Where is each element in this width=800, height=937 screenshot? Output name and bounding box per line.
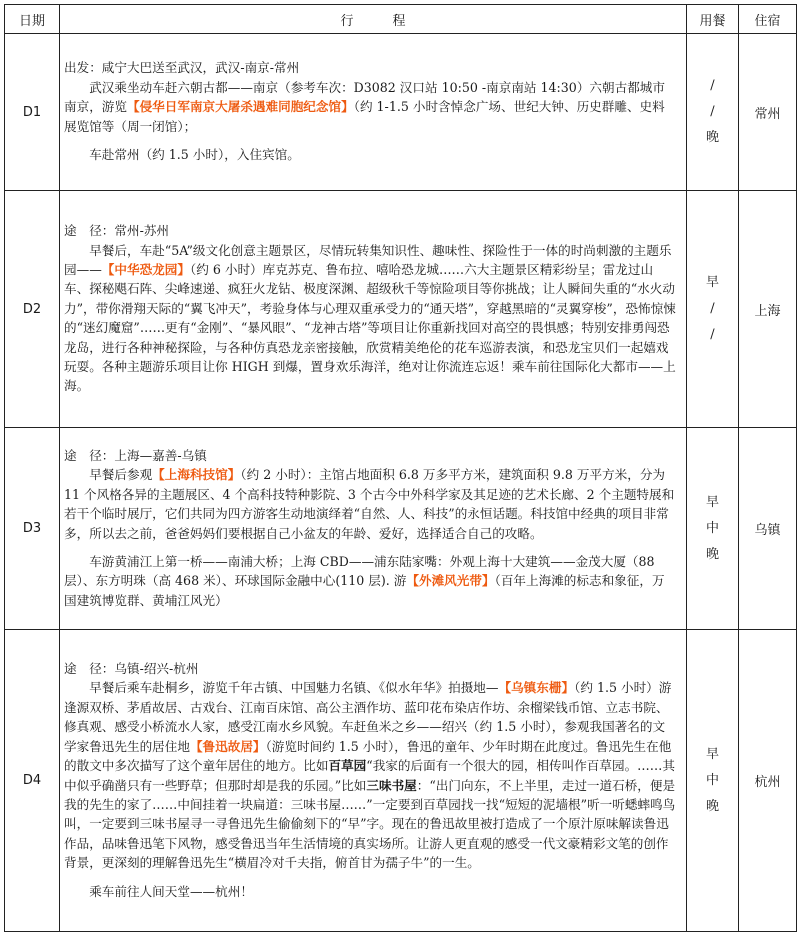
day-label: D4 [5, 630, 60, 932]
day-lodging: 乌镇 [739, 428, 797, 630]
text-run: 途 径：乌镇-绍兴-杭州 [64, 661, 199, 677]
program-paragraph [64, 145, 676, 164]
day-row [5, 34, 797, 191]
meal-mark: / [710, 301, 715, 316]
meal-mark: 早 [705, 275, 719, 290]
bold-term: 百草园 [328, 758, 367, 774]
text-run: 早餐后，车赴“5A”级文化创意主题景区，尽情玩转集知识性、趣味性、探险性于一体的时尚刺激的主题乐园—— [64, 242, 672, 277]
text-run: 早餐后乘车赴桐乡，游览千年古镇、中国魅力名镇、《似水年华》拍摄地— [89, 680, 499, 696]
program-paragraph [64, 241, 676, 396]
meal-mark: 早 [705, 746, 719, 762]
meal-mark: 中 [705, 772, 719, 788]
attraction-highlight: 【上海科技馆】 [152, 467, 241, 483]
text-run: “我家的后面有一个很大的园，相传叫作百草园。……其中似乎确凿只有一些野草；但那时却是我的乐园。”比如 [64, 758, 675, 793]
meal-mark: 晚 [705, 798, 719, 814]
program-paragraph [64, 882, 676, 901]
itinerary-table [4, 4, 797, 932]
text-run: ：“出门向东，不上半里，走过一道石桥，便是我的先生的家了……中间挂着一块扁道：三味书屋……”一定要到百草园找一找“短短的泥墙根”听一听蟋蟀鸣鸟叫，一定要到三味书屋寻一寻鲁迅先生偷偷刻下的“早”字。现在的鲁迅故里被打造成了一个原汁原味解读鲁迅作品，品味鲁迅笔下风物，感受鲁迅当年生活情境的真实场所。让游人更直观的感受一代文豪精彩文笔的创作背景，更深刻的理解鲁迅先生“横眉冷对千夫指，俯首甘为孺子牛”的一生。 [64, 777, 676, 871]
text-run: 途 径：上海—嘉善-乌镇 [64, 447, 207, 463]
text-run: （约 1.5 小时）游逢源双桥、茅盾故居、古戏台、江南百床馆、高公主酒作坊、蓝印花布染店作坊、余榴梁钱币馆、立志书院、修真观、感受小桥流水人家，感受江南水乡风貌。车赶鱼米之乡——绍兴（约 1.5 小时），参观我国著名的文学家鲁迅先生的居住地 [64, 680, 672, 754]
attraction-highlight: 【乌镇东栅】 [498, 680, 575, 696]
text-run: 出发：咸宁大巴送至武汉，武汉-南京-常州 [64, 60, 300, 76]
text-run: （百年上海滩的标志和象征，万国建筑博览群、黄埔江风光） [64, 573, 665, 608]
day-label: D1 [5, 34, 60, 191]
day-program [60, 191, 687, 428]
meal-mark: 晚 [705, 546, 719, 562]
day-meals [687, 191, 739, 428]
text-run: 车赴常州（约 1.5 小时），入住宾馆。 [89, 147, 300, 163]
text-run: 途 径：常州-苏州 [64, 223, 170, 239]
day-lodging: 杭州 [739, 630, 797, 932]
route-line [64, 446, 676, 465]
day-lodging: 上海 [739, 191, 797, 428]
day-meals [687, 428, 739, 630]
text-run: （游览时间约 1.5 小时），鲁迅的童年、少年时期在此度过。鲁迅先生在他的散文中多次描写了这个童年居住的地方。比如 [64, 738, 672, 774]
day-row [5, 630, 797, 932]
route-line [64, 58, 676, 77]
text-run: 早餐后参观 [89, 467, 153, 483]
day-label: D2 [5, 191, 60, 428]
bold-term: 三味书屋 [366, 777, 417, 793]
day-row [5, 428, 797, 630]
text-run: （约 2 小时）：主馆占地面积 6.8 万多平方米，建筑面积 9.8 万平方米，分为 11 个风格各异的主题展区、4 个高科技特种影院、3 个古今中外科学家及其足迹的艺术长廊、2 个主题特展和若干个临时展厅，它们共同为四方游客生动地演绎着“自然、人、科技”的永恒话题。科技馆中经典的项目非常多，所以去之前，爸爸妈妈们要根据自己小盆友的年龄、爱好，选择适合自己的攻略。 [64, 467, 675, 541]
attraction-highlight: 【外滩风光带】 [406, 573, 495, 589]
header-date: 日期 [5, 5, 60, 34]
program-paragraph [64, 465, 676, 543]
text-run: 武汉乘坐动车赶六朝古都——南京（参考车次：D3082 汉口站 10:50 -南京南站 14:30）六朝古都城市南京，游览 [64, 79, 665, 115]
route-line [64, 221, 676, 240]
attraction-highlight: 【中华恐龙园】 [101, 261, 190, 277]
day-lodging: 常州 [739, 34, 797, 191]
text-run: （约 6 小时）库克苏克、鲁布拉、嘻哈恐龙城……六大主题景区精彩纷呈；雷龙过山车、探秘飓石阵、尖峰速递、疯狂火龙钻、极度深渊、超级秋千等惊险项目等你挑战；让人瞬间失重的“水火动力”，带你滑翔天际的“翼飞冲天”，考验身体与心理双重承受力的“通天塔”，穿越黑暗的“灵翼穿梭”，恐怖惊悚的“迷幻魔窟”……更有“金刚”、“暴风眼”、“龙神古塔”等项目让你重新找回对高空的畏惧感；特别安排勇闯恐龙岛，进行各种神秘探险，与各种仿真恐龙亲密接触，欣赏精美绝伦的花车巡游表演，和恐龙宝贝们一起嬉戏玩耍。各种主题游乐项目让你 HIGH 到爆，置身欢乐海洋，绝对让你流连忘返！乘车前往国际化大都市——上海。 [64, 261, 676, 394]
route-line [64, 659, 676, 678]
day-program [60, 428, 687, 630]
day-label: D3 [5, 428, 60, 630]
day-program [60, 34, 687, 191]
attraction-highlight: 【侵华日军南京大屠杀遇难同胞纪念馆】 [126, 99, 354, 115]
day-row [5, 191, 797, 428]
text-run: 车游黄浦江上第一桥——南浦大桥；上海 CBD——浦东陆家嘴：外观上海十大建筑——金茂大厦（88 层）、东方明珠（高 468 米）、环球国际金融中心(110 层). 游 [64, 553, 655, 589]
meal-mark: / [710, 327, 715, 342]
header-meals: 用餐 [687, 5, 739, 34]
day-program [60, 630, 687, 932]
meal-mark: / [710, 78, 715, 93]
meal-mark: / [710, 104, 715, 119]
header-itinerary: 行 程 [60, 5, 687, 34]
header-lodging: 住宿 [739, 5, 797, 34]
day-meals [687, 34, 739, 191]
header-row [5, 5, 797, 34]
day-meals [687, 630, 739, 932]
text-run: （约 1-1.5 小时含悼念广场、世纪大钟、历史群雕、史料展览馆等（周一闭馆）； [64, 99, 665, 134]
text-run: 乘车前往人间天堂——杭州！ [89, 883, 253, 899]
meal-mark: 晚 [705, 130, 719, 145]
program-paragraph [64, 78, 676, 136]
meal-mark: 早 [705, 494, 719, 510]
attraction-highlight: 【鲁迅故居】 [189, 738, 266, 754]
program-paragraph [64, 678, 676, 872]
meal-mark: 中 [705, 520, 719, 536]
program-paragraph [64, 552, 676, 610]
